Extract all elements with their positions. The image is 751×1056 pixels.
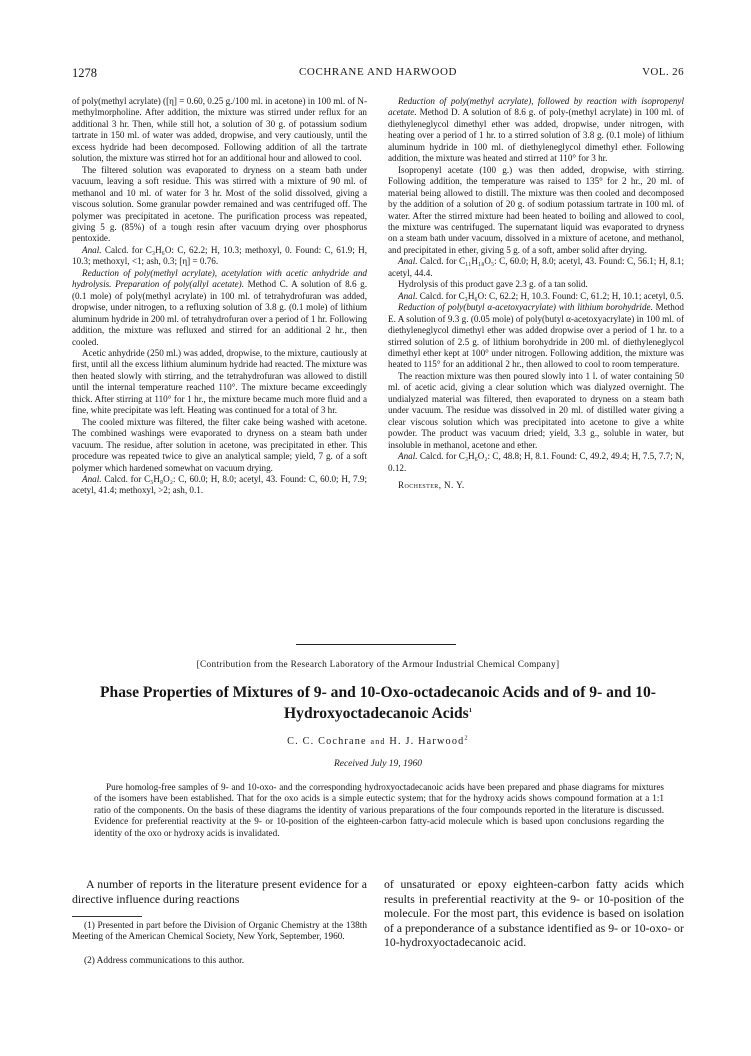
footnote-mark: 1	[468, 706, 472, 714]
left-column	[72, 96, 367, 497]
analysis-paragraph: Anal. Calcd. for C₃H₆O: C, 62.2; H, 10.3; methoxyl, 0. Found: C, 61.9; H, 10.3; methoxyl, <1; ash, 0.3; [η] = 0.76.	[72, 244, 367, 267]
method-paragraph: Reduction of poly(methyl acrylate), followed by reaction with isopropenyl acetate. Method D. A solution of 8.6 g. of poly-(methyl acrylate) in 100 ml. of diethyleneglycol dimethyl ether was added, dropwise, under nitrogen, with heating over a period of 1 hr. to a stirred solution of 3.8 g. (0.1 mole) of lithium aluminum hydride in 100 ml. of diethyleneglycol dimethyl ether. Following addition, the mixture was heated and stirred at 110° for 3 hr.	[388, 96, 684, 164]
location-signoff: Rochester, N. Y.	[398, 479, 465, 490]
analysis-paragraph: Anal. Calcd. for C₁₁H₁₈O₅: C, 60.0; H, 8.0; acetyl, 43. Found: C, 56.1; H, 8.1; acetyl, 44.4.	[388, 256, 684, 278]
paragraph: The reaction mixture was then poured slowly into 1 l. of water containing 50 ml. of acetic acid, giving a clear solution which was dialyzed overnight. The undialyzed material was filtered, then evaporated to dryness on a steam bath under vacuum. The residue was dissolved in 20 ml. of distilled water giving a clear viscous solution which was precipitated into acetone to give a white powder. The product was vacuum dried; yield, 3.3 g., soluble in water, but insoluble in methanol, acetone and ether.	[388, 370, 684, 450]
method-paragraph: Reduction of poly(butyl α-acetoxyacrylate) with lithium borohydride. Method E. A solution of 9.3 g. (0.05 mole) of poly(butyl α-acetoxyacrylate) in 100 ml. of diethyleneglycol dimethyl ether was added dropwise over a period of 1 hr. to a stirred solution of 2.5 g. of lithium borohydride in 200 ml. of diethyleneglycol dimethyl ether kept at 100° under nitrogen. Following addition, the mixture was heated to 115° for an additional 2 hr., then allowed to cool to room temperature.	[388, 302, 684, 370]
section-divider	[296, 644, 456, 645]
page-header	[72, 66, 684, 82]
author-line	[72, 736, 684, 747]
footnote: (1) Presented in part before the Division of Organic Chemistry at the 138th Meeting of the American Chemical Society, New York, September, 1960.	[72, 921, 367, 943]
analysis-paragraph: Anal. Calcd. for C₃H₆O: C, 62.2; H, 10.3. Found: C, 61.2; H, 10.1; acetyl, 0.5.	[398, 290, 684, 301]
author-conjunction: and	[370, 737, 386, 746]
method-paragraph: Reduction of poly(methyl acrylate), acetylation with acetic anhydride and hydrolysis. Preparation of poly(allyl acetate). Method C. A solution of 8.6 g. (0.1 mole) of poly(methyl acrylate) in 100 ml. of tetrahydrofuran was added, dropwise, under nitrogen, to a refluxing solution of 3.8 g. (0.1 mole) of lithium aluminum hydride in 200 ml. of tetrahydrofuran over a period of 1 hr. Following addition, the mixture was refluxed and stirred for an additional 2 hr., then cooled.	[72, 267, 367, 347]
analysis-paragraph: Anal. Calcd. for C₅H₈O₂: C, 60.0; H, 8.0; acetyl, 43. Found: C, 60.0; H, 7.9; acetyl, 41.4; methoxyl, >2; ash, 0.1.	[72, 473, 367, 496]
author-name: H. J. Harwood	[389, 736, 465, 747]
received-date: Received July 19, 1960	[333, 759, 423, 769]
body-text-left: A number of reports in the literature present evidence for a directive influence during reactions	[72, 877, 367, 906]
footnote-divider	[72, 916, 142, 917]
footnote-mark: 2	[464, 734, 469, 742]
article-title: Phase Properties of Mixtures of 9- and 10-Oxo-octadecanoic Acids and of 9- and 10-Hydroxyoctadecanoic Acids$^1$	[100, 684, 656, 722]
paragraph: Acetic anhydride (250 ml.) was added, dropwise, to the mixture, cautiously at first, until all the excess lithium aluminum hydride had reacted. The mixture was then heated slowly with stirring, and the tetrahydrofuran was allowed to distill until the internal temperature reached 110°. The mixture became exceedingly thick. After stirring at 110° for 1 hr., the mixture became much more fluid and a fine, white precipitate was left. Heating was continued for a total of 3 hr.	[72, 347, 367, 416]
running-head: COCHRANE AND HARWOOD	[298, 66, 458, 78]
abstract: Pure homolog-free samples of 9- and 10-oxo- and the corresponding hydroxyoctadecanoic acids have been prepared and phase diagrams for mixtures of the isomers have been established. That for the oxo acids is a simple eutectic system; that for the hydroxy acids shows compound formation at a 1:1 ratio of the components. On the basis of these diagrams the identity of various preparations of the four compounds reported in the literature is discussed. Evidence for preferential reactivity at the 9- or 10-position of the eighteen-carbon fatty-acid molecule which is based upon conclusions regarding the identity of the oxo or hydroxy acids is invalidated.	[94, 782, 664, 838]
page-number: 1278	[72, 66, 97, 80]
paragraph: of poly(methyl acrylate) ([η] = 0.60, 0.25 g./100 ml. in acetone) in 100 ml. of N-methylmorpholine. After addition, the mixture was stirred under reflux for an additional 3 hr. Then, while still hot, a solution of 30 g. of potassium sodium tartrate in 150 ml. of water was added, dropwise, and very cautiously, until the excess hydride had been decomposed. Following addition of all the tartrate solution, the mixture was stirred hot for an additional hour and allowed to cool.	[72, 96, 367, 164]
footnote: (2) Address communications to this author.	[84, 956, 245, 966]
body-text-right: of unsaturated or epoxy eighteen-carbon fatty acids which results in preferential reactivity at the 9- or 10-position of the molecule. For the most part, this evidence is based on isolation of a preponderance of a substance identified as 9- or 10-oxo- or 10-hydroxyoctadecanoic acid.	[384, 877, 684, 950]
volume-label: VOL. 26	[642, 66, 684, 78]
contribution-line: [Contribution from the Research Laboratory of the Armour Industrial Chemical Company]	[196, 660, 560, 670]
author-name: C. C. Cochrane	[287, 736, 367, 747]
analysis-paragraph: Anal. Calcd. for C₃H₆O₂: C, 48.8; H, 8.1. Found: C, 49.2, 49.4; H, 7.5, 7.7; N, 0.12.	[388, 451, 684, 473]
paragraph: The filtered solution was evaporated to dryness on a steam bath under vacuum, leaving a soft residue. This was stirred with a mixture of 90 ml. of methanol and 10 ml. of water for 3 hr. Most of the solid dissolved, giving a viscous solution. Some granular powder remained and was centrifuged off. The polymer was precipitated in acetone. The purification process was repeated, giving 5 g. (85%) of a tough resin after vacuum drying over phosphorus pentoxide.	[72, 164, 367, 244]
paragraph: Isopropenyl acetate (100 g.) was then added, dropwise, with stirring. Following addition, the temperature was raised to 135° for 2 hr., 20 ml. of material being allowed to distill. The mixture was then cooled and decomposed by the addition of a solution of 20 g. of sodium potassium tartrate in 100 ml. of water. After the stirred mixture had been heated to boiling and allowed to cool, the mixture was centrifuged. The supernatant liquid was evaporated to dryness on a steam bath under vacuum, dissolved in a mixture of acetone, and methanol, and precipitated in ether, giving 5 g. of a soft, amber solid after drying.	[388, 164, 684, 255]
right-column	[388, 96, 684, 491]
paragraph: Hydrolysis of this product gave 2.3 g. of a tan solid.	[398, 279, 588, 290]
paragraph: The cooled mixture was filtered, the filter cake being washed with acetone. The combined washings were evaporated to dryness on a steam bath under vacuum. The residue, after solution in acetone, was precipitated in ether. This procedure was repeated twice to give an analytical sample; yield, 7 g. of a soft polymer which hardened somewhat on vacuum drying.	[72, 416, 367, 473]
